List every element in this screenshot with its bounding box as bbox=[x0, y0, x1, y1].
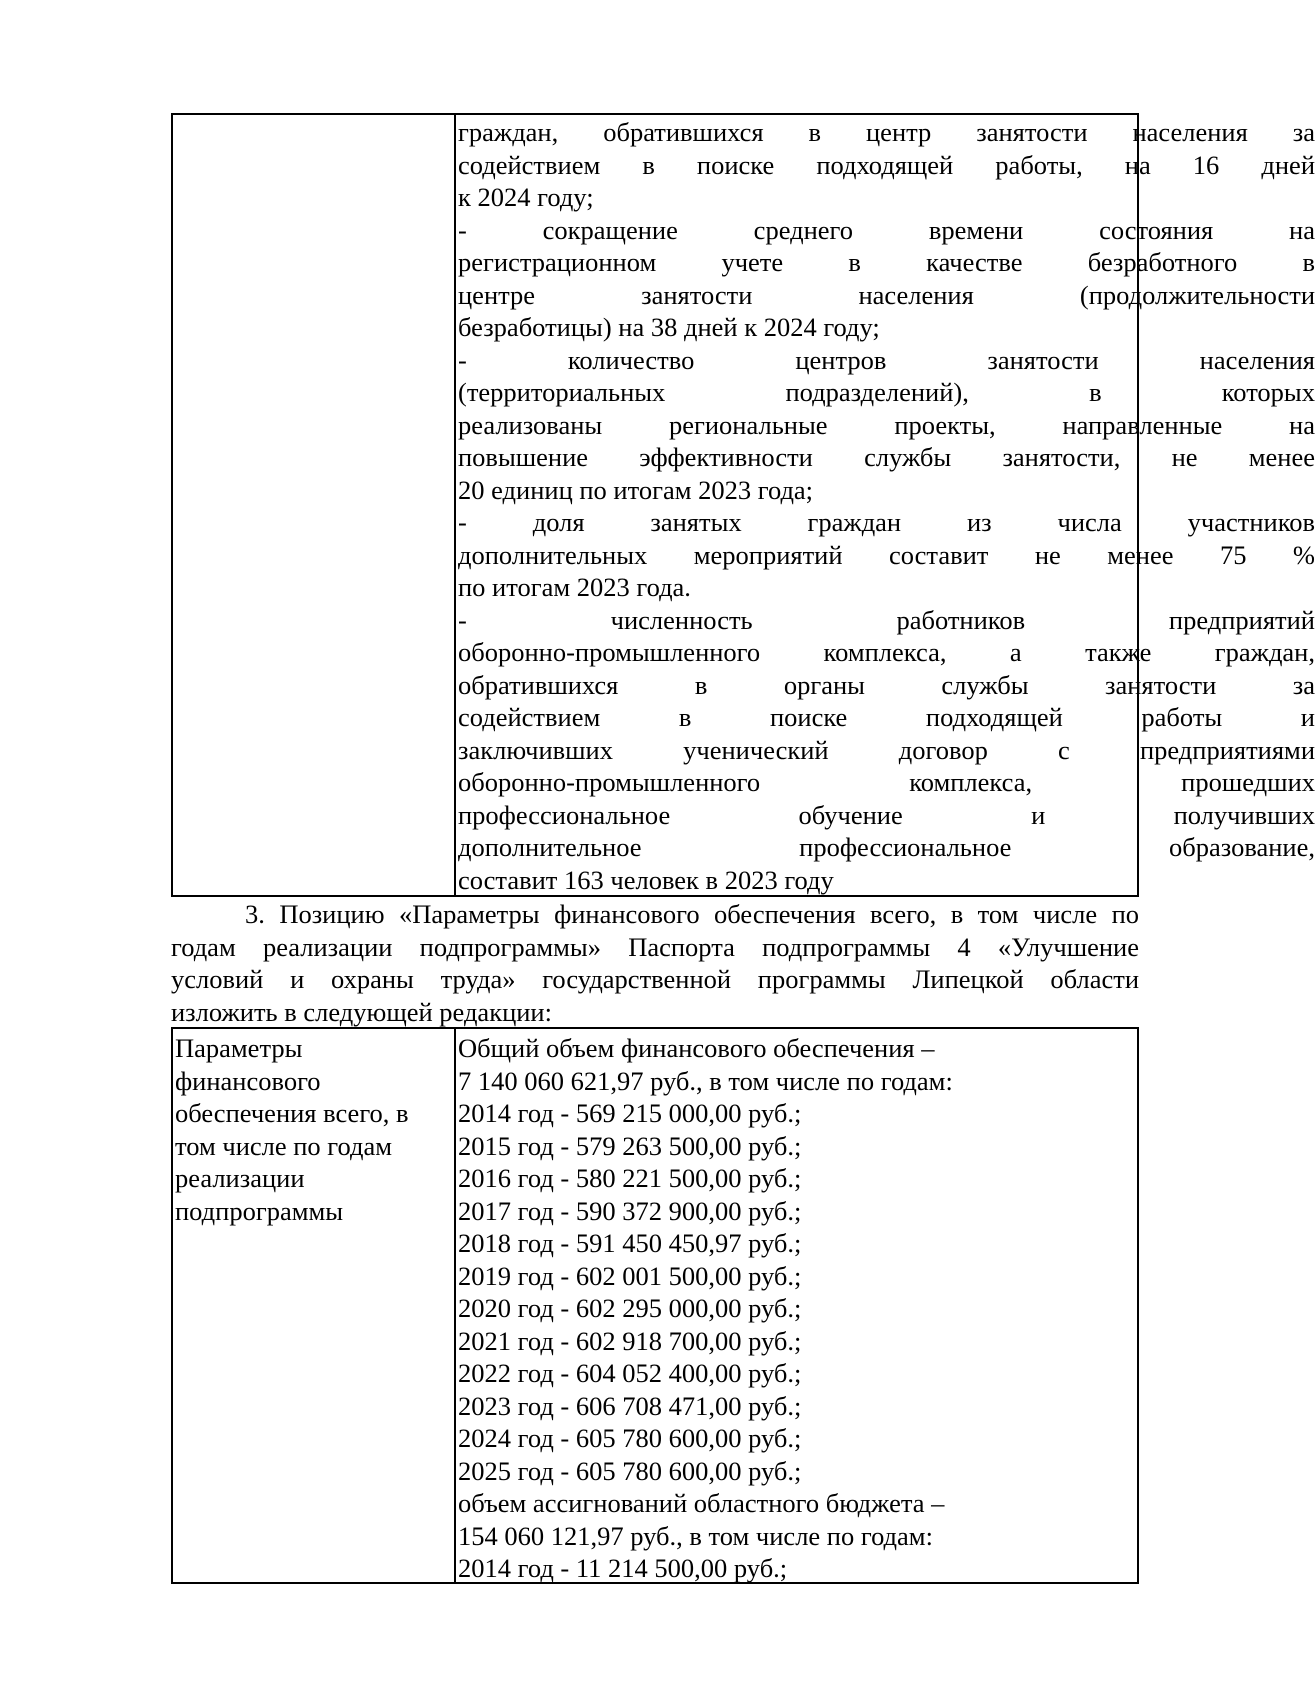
year-amount-line: 2014 год - 11 214 500,00 руб.; bbox=[458, 1553, 788, 1583]
text-line: 20 единиц по итогам 2023 года; bbox=[458, 474, 814, 505]
text-line: Общий объем финансового обеспечения – bbox=[458, 1033, 935, 1063]
text-line: обеспечения всего, в bbox=[175, 1098, 409, 1128]
text-line: 7 140 060 621,97 руб., в том числе по годам: bbox=[458, 1065, 953, 1096]
text-line: содействием в поиске подходящей работы, на 16 дней bbox=[458, 149, 1315, 180]
text-line: обратившихся в органы службы занятости за bbox=[458, 669, 1315, 700]
year-amount-line: 2024 год - 605 780 600,00 руб.; bbox=[458, 1423, 802, 1453]
employment-indicators-table bbox=[171, 113, 1315, 897]
text-line: дополнительное профессиональное образование, bbox=[458, 832, 1315, 862]
text-line: реализации bbox=[175, 1163, 305, 1193]
text-line: объем ассигнований областного бюджета – bbox=[458, 1488, 945, 1518]
text-line: - численность работников предприятий bbox=[458, 604, 1315, 635]
text-line: реализованы региональные проекты, направленные на bbox=[458, 409, 1315, 440]
text-line: (территориальных подразделений), в которых bbox=[458, 377, 1315, 407]
text-line: содействием в поиске подходящей работы и bbox=[458, 702, 1315, 732]
text-line: центре занятости населения (продолжительности bbox=[458, 279, 1315, 310]
text-line: 3. Позицию «Параметры финансового обеспечения всего, в том числе по bbox=[245, 899, 1139, 929]
year-amount-line: 2020 год - 602 295 000,00 руб.; bbox=[458, 1293, 802, 1323]
financing-values-cell bbox=[458, 1032, 1058, 1585]
year-amount-line: 2014 год - 569 215 000,00 руб.; bbox=[458, 1098, 802, 1128]
text-line: - количество центров занятости населения bbox=[458, 344, 1315, 375]
year-amount-line: 2015 год - 579 263 500,00 руб.; bbox=[458, 1130, 802, 1161]
column-divider bbox=[454, 1029, 456, 1582]
year-amount-line: 2019 год - 602 001 500,00 руб.; bbox=[458, 1260, 802, 1291]
column-divider bbox=[454, 115, 456, 895]
text-line: подпрограммы bbox=[175, 1195, 344, 1226]
parameter-name-cell bbox=[175, 1032, 451, 1227]
text-line: повышение эффективности службы занятости, не менее bbox=[458, 442, 1315, 472]
text-line: составит 163 человек в 2023 году bbox=[458, 864, 834, 895]
text-line: оборонно-промышленного комплекса, прошедших bbox=[458, 767, 1315, 797]
text-line: профессиональное обучение и получивших bbox=[458, 799, 1315, 830]
year-amount-line: 2025 год - 605 780 600,00 руб.; bbox=[458, 1455, 802, 1486]
year-amount-line: 2023 год - 606 708 471,00 руб.; bbox=[458, 1390, 802, 1421]
text-line: к 2024 году; bbox=[458, 182, 594, 212]
text-line: оборонно-промышленного комплекса, а также граждан, bbox=[458, 637, 1315, 667]
year-amount-line: 2018 год - 591 450 450,97 руб.; bbox=[458, 1228, 802, 1258]
text-line: Параметры bbox=[175, 1033, 303, 1063]
amendment-paragraph bbox=[171, 898, 1139, 1028]
text-line: 154 060 121,97 руб., в том числе по годам: bbox=[458, 1520, 933, 1551]
text-line: регистрационном учете в качестве безработного в bbox=[458, 247, 1315, 277]
text-line: - доля занятых граждан из числа участников bbox=[458, 507, 1315, 537]
text-line: - сокращение среднего времени состояния на bbox=[458, 214, 1315, 245]
text-line: безработицы) на 38 дней к 2024 году; bbox=[458, 312, 880, 342]
text-line: изложить в следующей редакции: bbox=[171, 996, 552, 1027]
year-amount-line: 2021 год - 602 918 700,00 руб.; bbox=[458, 1325, 802, 1356]
text-line: условий и охраны труда» государственной программы Липецкой области bbox=[171, 964, 1139, 994]
year-amount-line: 2022 год - 604 052 400,00 руб.; bbox=[458, 1358, 802, 1388]
text-line: дополнительных мероприятий составит не менее 75 % bbox=[458, 539, 1315, 570]
text-line: по итогам 2023 года. bbox=[458, 572, 691, 602]
text-line: финансового bbox=[175, 1065, 321, 1096]
indicators-cell bbox=[458, 116, 1315, 896]
year-amount-line: 2017 год - 590 372 900,00 руб.; bbox=[458, 1195, 802, 1226]
text-line: граждан, обратившихся в центр занятости населения за bbox=[458, 117, 1315, 147]
text-line: годам реализации подпрограммы» Паспорта подпрограммы 4 «Улучшение bbox=[171, 931, 1139, 962]
text-line: том числе по годам bbox=[175, 1130, 393, 1161]
text-line: заключивших ученический договор с предприятиями bbox=[458, 734, 1315, 765]
financing-table bbox=[171, 1027, 1139, 1584]
year-amount-line: 2016 год - 580 221 500,00 руб.; bbox=[458, 1163, 802, 1193]
